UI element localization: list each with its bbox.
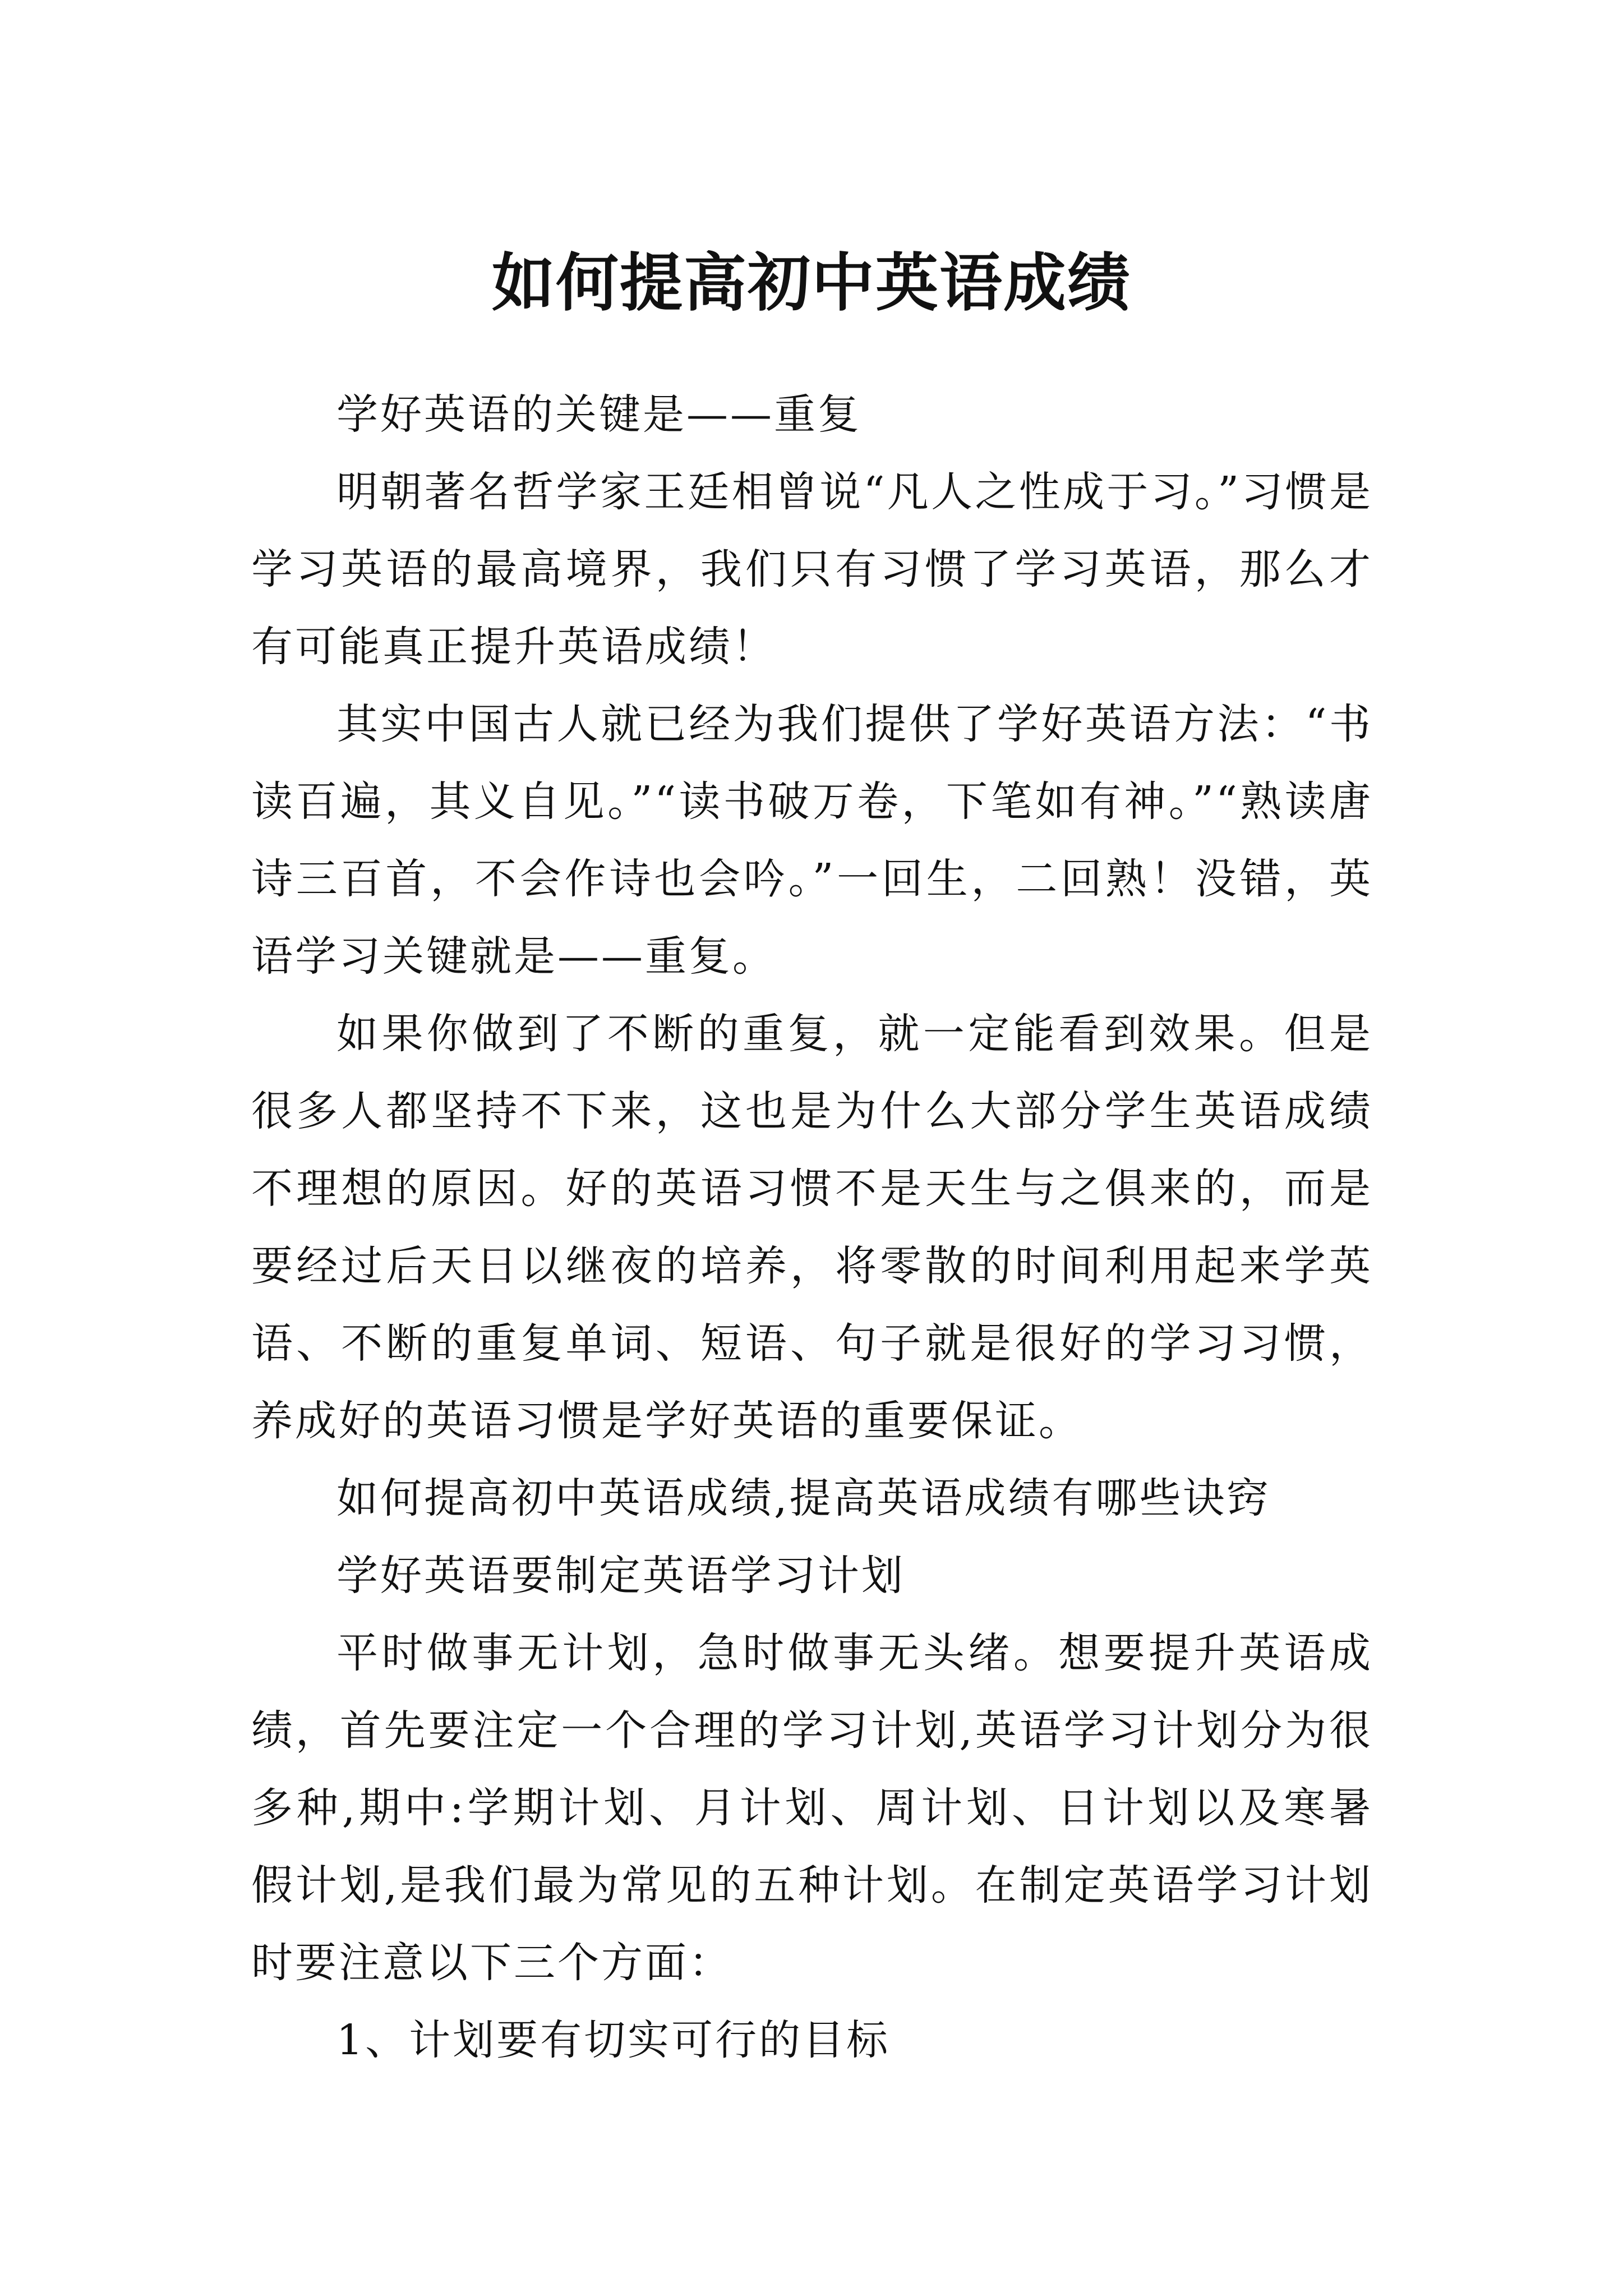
document-body [251, 376, 1373, 2079]
paragraph-habit-quote: 明朝著名哲学家王廷相曾说“凡人之性成于习。”习惯是学习英语的最高境界，我们只有习惯了学习英语，那么才有可能真正提升英语成绩！ [251, 468, 1373, 671]
subheading-key-is-repetition: 学好英语的关键是——重复 [336, 390, 861, 439]
paragraph-plan-types: 平时做事无计划，急时做事无头绪。想要提升英语成绩，首先要注定一个合理的学习计划,英语学习计划分为很多种,期中:学期计划、月计划、周计划、日计划以及寒暑假计划,是我们最为常见的五种计划。在制定英语学习计划时要注意以下三个方面： [251, 1629, 1373, 1987]
document-title: 如何提高初中英语成绩 [492, 246, 1131, 320]
list-item-plan-goal: 1、计划要有切实可行的目标 [336, 2016, 891, 2064]
paragraph-ancient-methods: 其实中国古人就已经为我们提供了学好英语方法：“书读百遍，其义自见。”“读书破万卷，下笔如有神。”“熟读唐诗三百首，不会作诗也会吟。”一回生，二回熟！没错，英语学习关键就是——重复。 [251, 700, 1373, 981]
subheading-study-plan: 学好英语要制定英语学习计划 [336, 1552, 905, 1600]
subheading-how-to-improve: 如何提高初中英语成绩,提高英语成绩有哪些诀窍 [336, 1474, 1271, 1522]
paragraph-persistence: 如果你做到了不断的重复，就一定能看到效果。但是很多人都坚持不下来，这也是为什么大部分学生英语成绩不理想的原因。好的英语习惯不是天生与之俱来的，而是要经过后天日以继夜的培养，将零散的时间利用起来学英语、不断的重复单词、短语、句子就是很好的学习习惯，养成好的英语习惯是学好英语的重要保证。 [251, 1010, 1373, 1445]
